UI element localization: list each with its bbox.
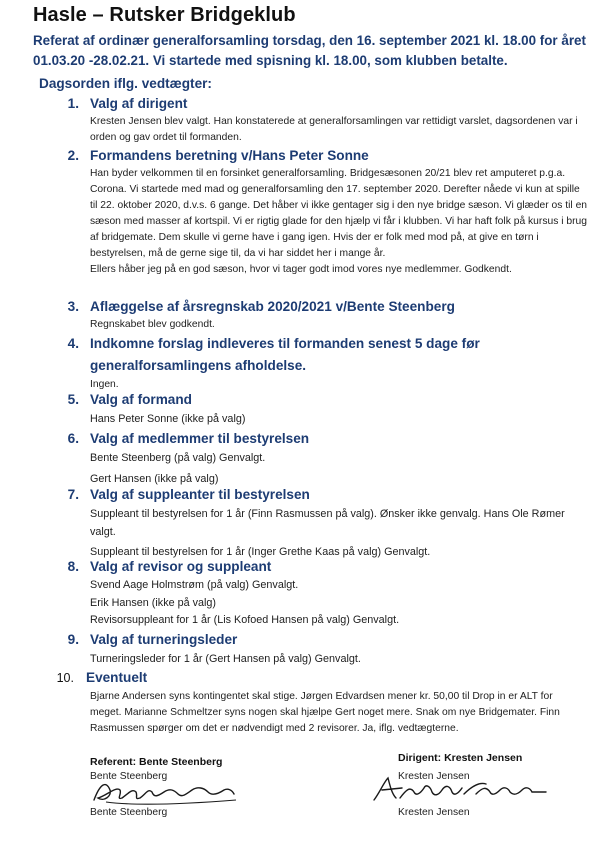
item-heading: Valg af medlemmer til bestyrelsen <box>90 431 310 446</box>
item-heading: Valg af formand <box>90 392 192 407</box>
item-line: Erik Hansen (ikke på valg) <box>90 596 217 609</box>
referent-signature-image <box>86 774 246 808</box>
item-line: Gert Hansen (ikke på valg) <box>90 472 219 485</box>
item-heading: Aflæggelse af årsregnskab 2020/2021 v/Bente Steenberg <box>90 299 455 314</box>
item-line: Revisorsuppleant for 1 år (Lis Kofoed Hansen på valg) Genvalgt. <box>90 614 400 626</box>
item-number: 6. <box>67 431 79 446</box>
item-line: Kresten Jensen blev valgt. Han konstaterede at generalforsamlingen var rettidigt varslet, dagsordenen var i orden og gav ordet til formanden. <box>90 116 578 143</box>
agenda-heading: Dagsorden iflg. vedtægter: <box>39 76 212 91</box>
item-body <box>90 450 590 488</box>
item-number: 2. <box>67 148 79 163</box>
item-heading: Valg af revisor og suppleant <box>90 559 272 574</box>
item-heading: Valg af suppleanter til bestyrelsen <box>90 487 310 502</box>
item-body <box>90 317 590 333</box>
meeting-intro: Referat af ordinær generalforsamling torsdag, den 16. september 2021 kl. 18.00 for året 01.03.20 -28.02.21. Vi startede med spisning kl. 18.00, som klubben betalte. <box>33 33 586 68</box>
item-line: Ellers håber jeg på en god sæson, hvor vi tager godt imod vores nye medlemmer. Godkendt. <box>90 264 512 275</box>
item-number: 8. <box>67 559 79 574</box>
item-number: 10. <box>56 671 74 685</box>
item-number: 3. <box>67 299 79 314</box>
item-number: 5. <box>67 392 79 407</box>
referent-name-above: Bente Steenberg <box>90 771 168 782</box>
item-number: 9. <box>67 632 79 647</box>
item-line: Hans Peter Sonne (ikke på valg) <box>90 413 246 425</box>
referent-name-below: Bente Steenberg <box>90 807 168 818</box>
item-body <box>90 651 590 669</box>
dirigent-label: Dirigent: Kresten Jensen <box>398 752 523 764</box>
dirigent-name-above: Kresten Jensen <box>398 771 470 782</box>
item-line: Bjarne Andersen syns kontingentet skal stige. Jørgen Edvardsen mener kr. 50,00 til Drop in er ALT for meget. Marianne Schmeltzer syns nogen skal hjælpe Gert noget mere. Snak om nye Bridgemater. Finn Rasmussen spørger om det er nødvendigt med 2 revisorer. Ja, iflg. vedtægterne. <box>90 691 560 734</box>
item-heading: Valg af turneringsleder <box>90 632 238 647</box>
item-body <box>90 689 568 737</box>
item-body <box>90 577 590 630</box>
item-number: 4. <box>67 336 79 351</box>
dirigent-signature-image <box>368 772 558 806</box>
item-line: Ingen. <box>90 379 119 390</box>
item-line: Bente Steenberg (på valg) Genvalgt. <box>90 452 266 464</box>
item-heading: Formandens beretning v/Hans Peter Sonne <box>90 148 369 163</box>
club-title: Hasle – Rutsker Bridgeklub <box>33 4 296 26</box>
item-line: Turneringsleder for 1 år (Gert Hansen på valg) Genvalgt. <box>90 653 361 665</box>
item-line: Han byder velkommen til en forsinket generalforsamling. Bridgesæsonen 20/21 blev ret amputeret p.g.a. Corona. Vi startede med mad og generalforsamling den 17. september 2020. Derefter nåede vi kun at spille til 22. oktober 2020, d.v.s. 6 gange. Det håber vi ikke gentager sig i den nye bridge sæson. Vi glæder os til en sæson med masser af kortspil. Vi er rigtig glade for den hjælp vi får i klubben. Vi har haft folk på kursus i brug af bridgemate. Dem skulle vi gerne have i gang igen. Hvis der er folk med mod på, at give en tørn i bestyrelsen, må de gerne sige til, da vi har siddet her i mange år. <box>90 168 588 259</box>
item-line: Suppleant til bestyrelsen for 1 år (Inger Grethe Kaas på valg) Genvalgt. <box>90 546 431 558</box>
item-line: Svend Aage Holmstrøm (på valg) Genvalgt. <box>90 579 299 591</box>
item-heading: Indkomne forslag indleveres til formanden senest 5 dage før generalforsamlingens afholdelse. <box>90 336 480 373</box>
item-body <box>90 411 590 429</box>
item-number: 1. <box>67 96 79 111</box>
item-heading: Valg af dirigent <box>90 96 188 111</box>
item-number: 7. <box>67 487 79 502</box>
referent-label: Referent: Bente Steenberg <box>90 756 223 768</box>
item-line: Regnskabet blev godkendt. <box>90 319 215 330</box>
item-body <box>90 166 590 278</box>
item-body <box>90 506 590 562</box>
dirigent-name-below: Kresten Jensen <box>398 807 470 818</box>
item-heading: Eventuelt <box>86 670 148 685</box>
item-line: Suppleant til bestyrelsen for 1 år (Finn Rasmussen på valg). Ønsker ikke genvalg. Hans Ole Rømer valgt. <box>90 508 565 538</box>
item-body <box>90 114 590 146</box>
